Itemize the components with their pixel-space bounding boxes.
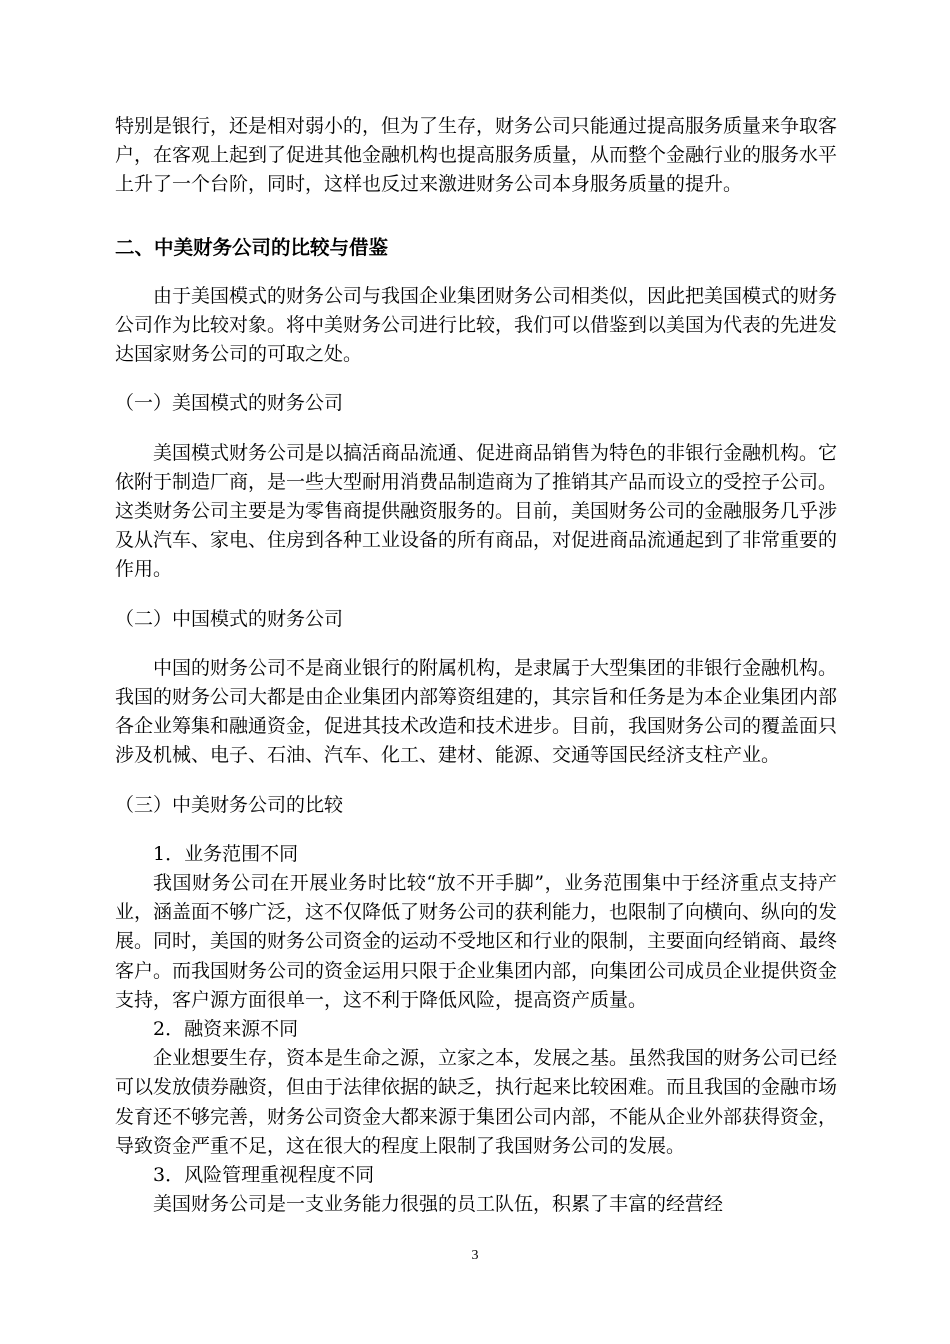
- section-heading-2: 二、中美财务公司的比较与借鉴: [115, 235, 389, 259]
- item-title-2: 2．融资来源不同: [153, 1018, 299, 1041]
- paragraph-item3-body: 美国财务公司是一支业务能力很强的员工队伍，积累了丰富的经营经: [153, 1193, 724, 1216]
- paragraph-sub1-body: 美国模式财务公司是以搞活商品流通、促进商品销售为特色的非银行金融机构。它依附于制造厂商，是一些大型耐用消费品制造商为了推销其产品而设立的受控子公司。这类财务公司主要是为零售商提供融资服务的。目前，美国财务公司的金融服务几乎涉及从汽车、家电、住房到各种工业设备的所有商品，对促进商品流通起到了非常重要的作用。: [115, 441, 838, 581]
- subsection-heading-3: （三）中美财务公司的比较: [115, 793, 344, 816]
- subsection-heading-1: （一）美国模式的财务公司: [115, 392, 344, 415]
- page-number: 3: [471, 1248, 479, 1263]
- document-body: [115, 112, 837, 1220]
- paragraph-sub2-body: 中国的财务公司不是商业银行的附属机构，是隶属于大型集团的非银行金融机构。我国的财务公司大都是由企业集团内部筹资组建的，其宗旨和任务是为本企业集团内部各企业筹集和融通资金，促进其技术改造和技术进步。目前，我国财务公司的覆盖面只涉及机械、电子、石油、汽车、化工、建材、能源、交通等国民经济支柱产业。: [115, 656, 838, 767]
- paragraph-item1-body: 我国财务公司在开展业务时比较“放不开手脚”，业务范围集中于经济重点支持产业，涵盖面不够广泛，这不仅降低了财务公司的获利能力，也限制了向横向、纵向的发展。同时，美国的财务公司资金的运动不受地区和行业的限制，主要面向经销商、最终客户。而我国财务公司的资金运用只限于企业集团内部，向集团公司成员企业提供资金支持，客户源方面很单一，这不利于降低风险，提高资产质量。: [115, 872, 838, 1011]
- item-title-1: 1．业务范围不同: [153, 842, 299, 865]
- paragraph-intro-continuation: 特别是银行，还是相对弱小的，但为了生存，财务公司只能通过提高服务质量来争取客户，在客观上起到了促进其他金融机构也提高服务质量，从而整个金融行业的服务水平上升了一个台阶，同时，这样也反过来激进财务公司本身服务质量的提升。: [115, 115, 838, 196]
- paragraph-section2-intro: 由于美国模式的财务公司与我国企业集团财务公司相类似，因此把美国模式的财务公司作为比较对象。将中美财务公司进行比较，我们可以借鉴到以美国为代表的先进发达国家财务公司的可取之处。: [115, 284, 838, 366]
- paragraph-item2-body: 企业想要生存，资本是生命之源，立家之本，发展之基。虽然我国的财务公司已经可以发放债券融资，但由于法律依据的缺乏，执行起来比较困难。而且我国的金融市场发育还不够完善，财务公司资金大都来源于集团公司内部，不能从企业外部获得资金，导致资金严重不足，这在很大的程度上限制了我国财务公司的发展。: [115, 1047, 838, 1157]
- item-title-3: 3．风险管理重视程度不同: [153, 1164, 375, 1187]
- subsection-heading-2: （二）中国模式的财务公司: [115, 607, 344, 630]
